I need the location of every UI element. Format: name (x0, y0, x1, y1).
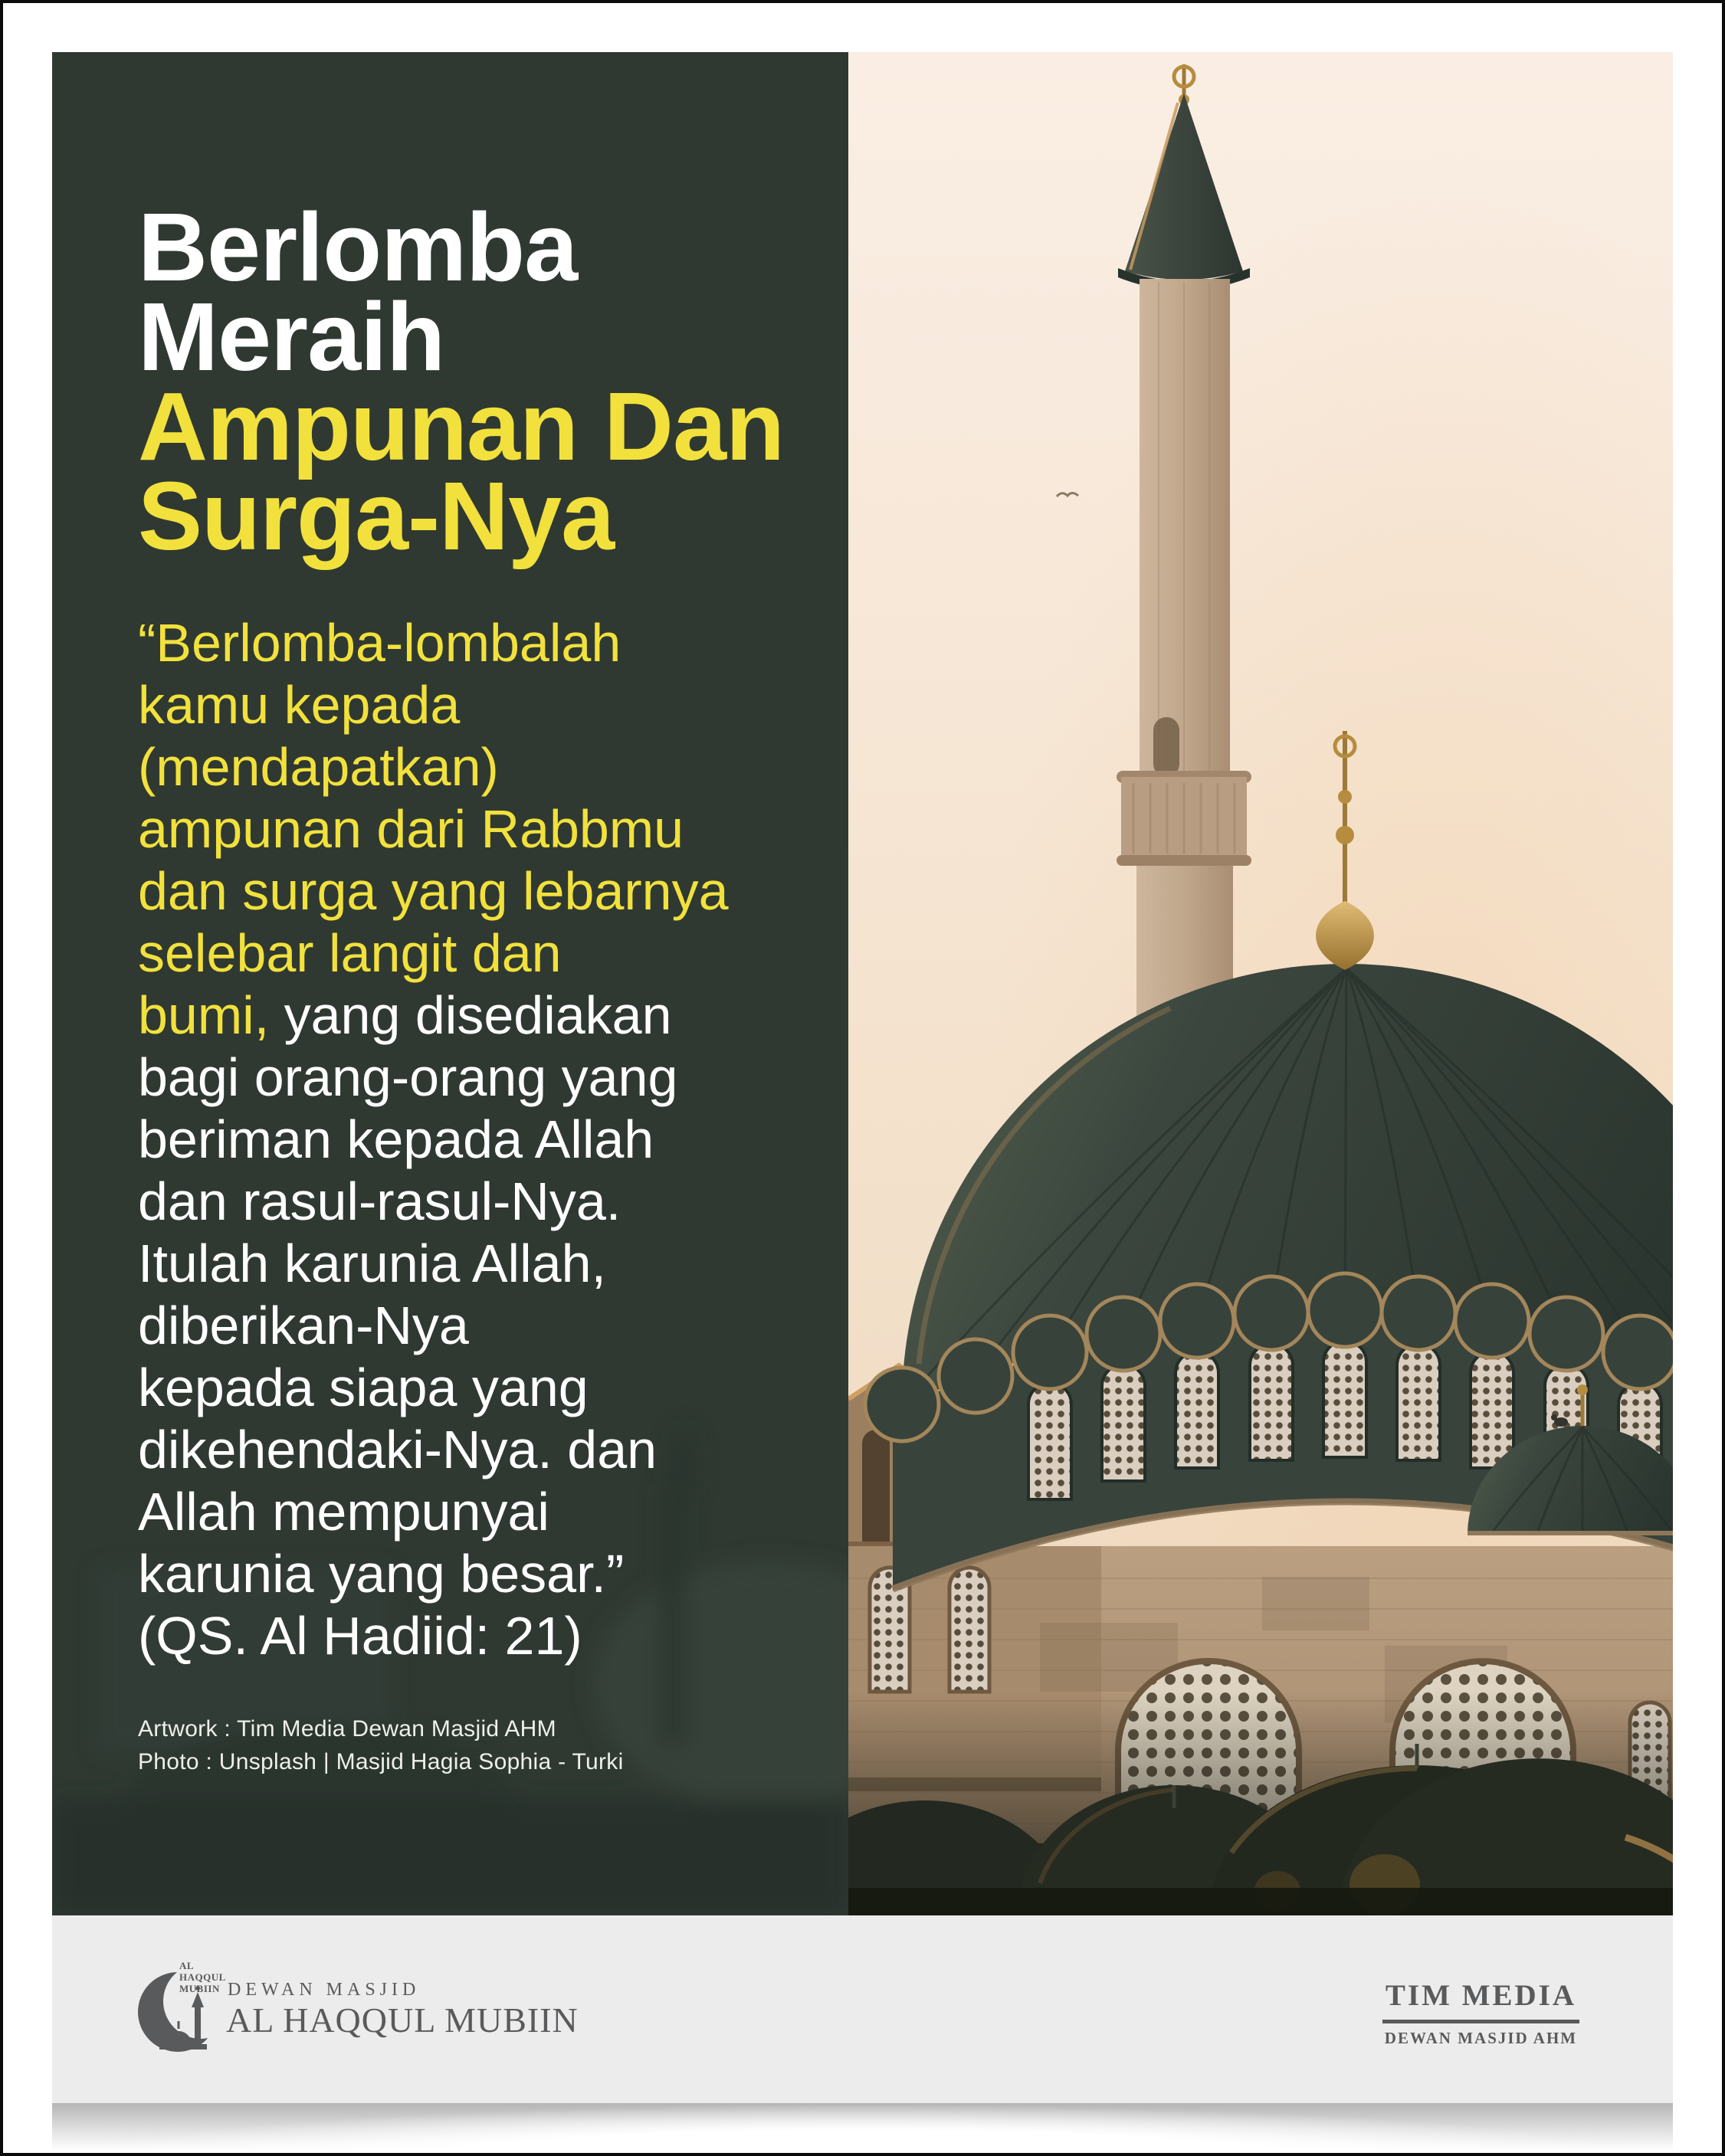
title-line: Surga-Nya (138, 462, 615, 570)
poster-title (138, 193, 785, 570)
title-line: Berlomba (138, 193, 578, 301)
quote-line: dikehendaki-Nya. dan (138, 1420, 658, 1479)
dewan-masjid-logo (138, 1960, 720, 2087)
quote-line: dan rasul-rasul-Nya. (138, 1171, 621, 1231)
logo-mark-line: HAQQUL (179, 1971, 226, 1983)
quote-line: karunia yang besar.” (138, 1544, 625, 1604)
foreground-domes (848, 1692, 1673, 1915)
quote-line: beriman kepada Allah (138, 1109, 654, 1169)
title-line: Meraih (138, 283, 445, 391)
quote-line: dan surga yang lebarnya (138, 861, 729, 921)
quote-line: “Berlomba-lombalah (138, 613, 621, 673)
credits (138, 1712, 624, 1778)
logo-mark-line: MUBIIN (179, 1983, 220, 1994)
quote-line: (QS. Al Hadiid: 21) (138, 1606, 582, 1666)
quote-line: ampunan dari Rabbmu (138, 799, 684, 859)
credit-artwork: Artwork : Tim Media Dewan Masjid AHM (138, 1716, 556, 1742)
lattice-window (949, 1568, 989, 1692)
poster (52, 52, 1673, 2103)
text-panel (52, 52, 848, 1915)
quote-line: bumi, yang disediakan (138, 985, 672, 1045)
org-name-large: AL HAQQUL MUBIIN (226, 2000, 579, 2040)
quote-line: kamu kepada (138, 675, 461, 735)
credit-photo: Photo : Unsplash | Masjid Hagia Sophia - Turki (138, 1749, 624, 1774)
quote-line: Itulah karunia Allah, (138, 1234, 606, 1293)
quote-line: Allah mempunyai (138, 1482, 549, 1542)
poster-drop-shadow (52, 2103, 1673, 2151)
quote-line: selebar langit dan (138, 923, 562, 983)
quote-text (138, 612, 729, 1667)
tim-media-subtitle: DEWAN MASJID AHM (1384, 2029, 1578, 2047)
quote-line: (mendapatkan) (138, 737, 499, 797)
mosque-scene (848, 52, 1673, 1915)
mosque-photo (848, 52, 1673, 1915)
quote-line: kepada siapa yang (138, 1358, 589, 1417)
footer (52, 1915, 1673, 2103)
logo-mark-text (179, 1960, 226, 1994)
title-line: Ampunan Dan (138, 372, 785, 480)
tim-media-logo (1382, 1978, 1579, 2048)
quote-line: bagi orang-orang yang (138, 1047, 678, 1107)
quote-line: diberikan-Nya (138, 1296, 469, 1355)
org-name-small: DEWAN MASJID (228, 1980, 421, 2000)
logo-mark-line: AL (179, 1960, 195, 1971)
tim-media-title: TIM MEDIA (1382, 1978, 1579, 2023)
